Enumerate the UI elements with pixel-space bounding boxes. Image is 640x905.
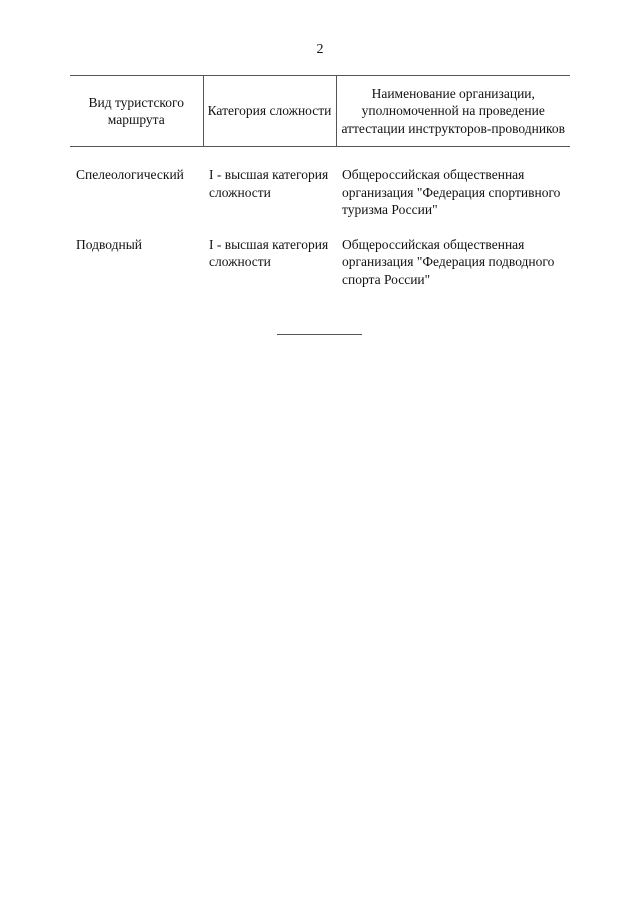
page-number: 2: [316, 42, 324, 57]
table-row: [70, 219, 570, 289]
cell-organization: Общероссийская общественная организация "Федерация подводного спорта России": [342, 236, 555, 287]
attestation-table: [70, 75, 570, 288]
cell-organization: Общероссийская общественная организация "Федерация спортивного туризма России": [342, 167, 561, 217]
table-header: [70, 76, 570, 147]
table-body: [70, 147, 570, 289]
header-organization: Наименование организации, уполномоченной на проведение аттестации инструкторов-проводников: [336, 76, 570, 147]
end-of-document-rule: [277, 334, 362, 335]
table-header-row: [70, 76, 570, 147]
cell-route-type: Спелеологический: [76, 167, 184, 182]
header-difficulty-category: Категория сложности: [203, 76, 336, 147]
table-row: [70, 147, 570, 219]
cell-route-type: Подводный: [76, 236, 143, 252]
cell-difficulty-category: I - высшая категория сложности: [209, 167, 329, 200]
cell-difficulty-category: I - высшая категория сложности: [209, 236, 329, 269]
header-route-type: Вид туристского маршрута: [70, 76, 203, 147]
attestation-table-container: [70, 75, 570, 288]
